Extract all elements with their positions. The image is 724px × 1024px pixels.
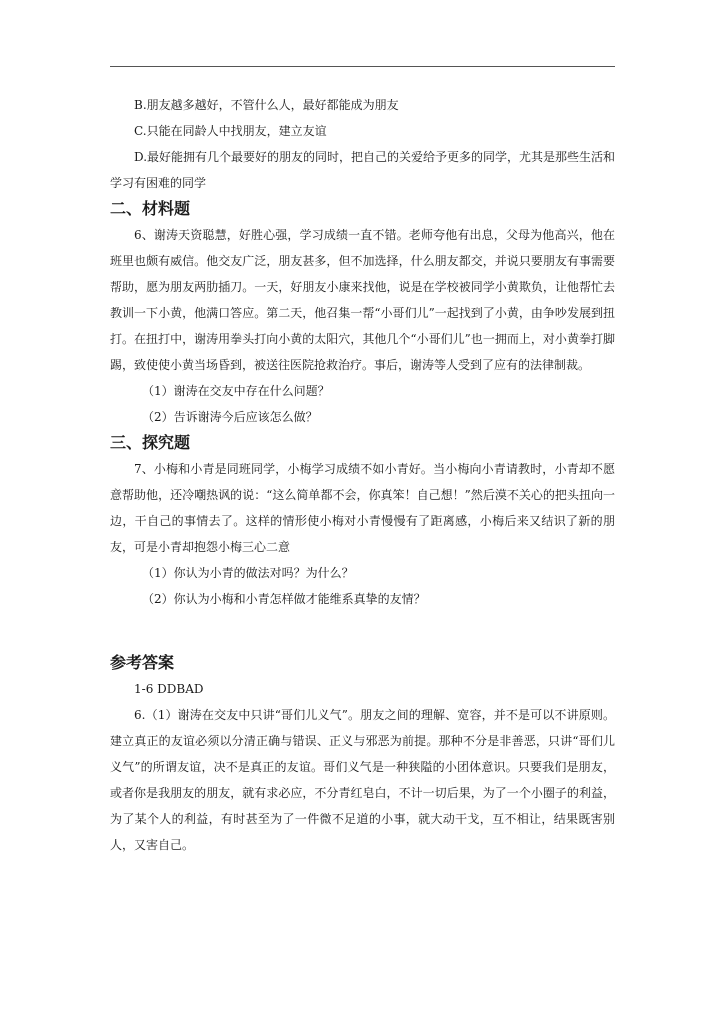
question-7-sub-2: （2）你认为小梅和小青怎样做才能维系真挚的友情？ [142,592,426,606]
question-7-text: 7、小梅和小青是同班同学，小梅学习成绩不如小青好。当小梅向小青请教时，小青却不愿意帮助他，还冷嘲热讽的说：“这么简单都不会，你真笨！自己想！”然后漠不关心的把头扭向一边，干自己的事情去了。这样的情形使小梅对小青慢慢有了距离感，小梅后来又结识了新的朋友，可是小青却抱怨小梅三心二意 [110,462,615,554]
answers-mc: 1-6 DDBAD [134,682,204,696]
option-b: B.朋友越多越好，不管什么人，最好都能成为朋友 [134,98,399,112]
question-6-text: 6、谢涛天资聪慧，好胜心强，学习成绩一直不错。老师夸他有出息，父母为他高兴，他在班里也颇有威信。他交友广泛，朋友甚多，但不加选择，什么朋友都交，并说只要朋友有事需要帮助，愿为朋友两肋插刀。一天，好朋友小康来找他，说是在学校被同学小黄欺负，让他帮忙去教训一下小黄，他满口答应。第二天，他召集一帮“小哥们儿”一起找到了小黄，由争吵发展到扭打。在扭打中，谢涛用拳头打向小黄的太阳穴，其他几个“小哥们儿”也一拥而上，对小黄拳打脚踢，致使使小黄当场昏到，被送往医院抢救治疗。事后，谢涛等人受到了应有的法律制裁。 [110,228,615,372]
question-6-sub-2: （2）告诉谢涛今后应该怎么做？ [142,410,318,424]
question-7-sub-1: （1）你认为小青的做法对吗？为什么？ [142,566,354,580]
header-rule [110,66,615,67]
answer-6: 6.（1）谢涛在交友中只讲“哥们儿义气”。朋友之间的理解、宽容，并不是可以不讲原则。建立真正的友谊必须以分清正确与错误、正义与邪恶为前提。那种不分是非善恶，只讲“哥们儿义气”的所谓友谊，决不是真正的友谊。哥们义气是一种狭隘的小团体意识。只要我们是朋友，或者你是我朋友的朋友，就有求必应，不分青红皂白，不计一切后果，为了一个小圈子的利益，为了某个人的利益，有时甚至为了一件微不足道的小事，就大动干戈，互不相让，结果既害别人，又害自己。 [110,708,615,852]
section-heading-inquiry: 三、探究题 [110,433,191,452]
question-6-sub-1: （1）谢涛在交友中存在什么问题？ [142,384,330,398]
section-heading-material: 二、材料题 [110,199,191,218]
option-d: D.最好能拥有几个最要好的朋友的同时，把自己的关爱给予更多的同学，尤其是那些生活和学习有困难的同学 [110,150,616,190]
answers-heading: 参考答案 [110,653,175,672]
document-page [110,92,615,858]
option-c: C.只能在同龄人中找朋友，建立友谊 [134,124,327,138]
